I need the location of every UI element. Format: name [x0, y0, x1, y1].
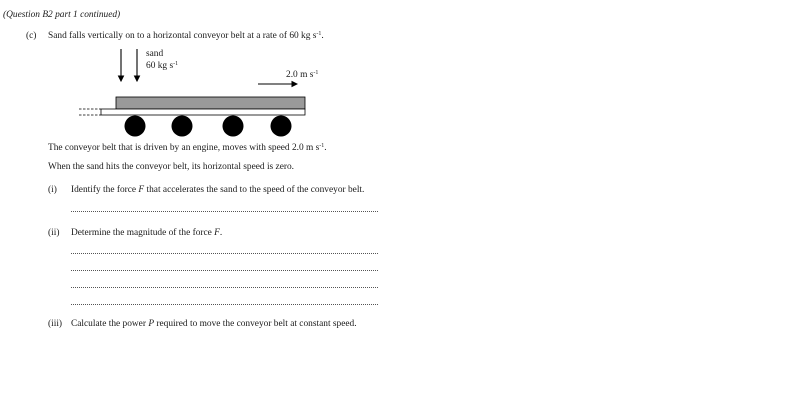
- question-iii-post: required to move the conveyor belt at constant speed.: [154, 319, 357, 329]
- question-iii-variable: P: [148, 319, 155, 329]
- sand-rate-label: [146, 60, 178, 72]
- question-ii-post: .: [219, 228, 223, 238]
- wheel-1: [125, 116, 146, 137]
- answer-line-i-1[interactable]: [71, 211, 378, 212]
- belt-statement-text: The conveyor belt that is driven by an engine, moves with speed 2.0 m s: [48, 143, 320, 153]
- conveyor-belt: [116, 97, 305, 109]
- continued-header: (Question B2 part 1 continued): [3, 10, 121, 20]
- sand-rate-text: 60 kg s: [146, 61, 174, 71]
- belt-statement-end: .: [324, 143, 327, 153]
- sand-label: sand: [146, 49, 164, 59]
- belt-statement-exponent: -1: [319, 143, 325, 149]
- question-i-label: (i): [48, 185, 57, 195]
- conveyor-diagram: [0, 40, 360, 145]
- question-i-post: that accelerates the sand to the speed of the conveyor belt.: [144, 185, 365, 195]
- intro-text: Sand falls vertically on to a horizontal conveyor belt at a rate of 60 kg s: [48, 31, 317, 41]
- question-ii-text: [71, 227, 222, 239]
- wheel-3: [223, 116, 244, 137]
- question-ii-label: (ii): [48, 228, 60, 238]
- belt-speed-text: 2.0 m s: [286, 70, 314, 80]
- question-ii-variable: F: [214, 228, 220, 238]
- question-ii-pre: Determine the magnitude of the force: [71, 228, 215, 238]
- answer-line-ii-3[interactable]: [71, 287, 378, 288]
- answer-line-ii-1[interactable]: [71, 253, 378, 254]
- question-i-pre: Identify the force: [71, 185, 139, 195]
- question-iii-label: (iii): [48, 319, 63, 329]
- answer-line-ii-4[interactable]: [71, 304, 378, 305]
- intro-end: .: [321, 31, 324, 41]
- part-c-label: (c): [26, 31, 37, 41]
- wheel-4: [271, 116, 292, 137]
- belt-speed-statement: [48, 142, 327, 154]
- question-i-text: [71, 184, 364, 196]
- conveyor-base: [101, 109, 305, 115]
- belt-speed-exponent: -1: [313, 70, 319, 76]
- belt-speed-label: [286, 69, 318, 81]
- wheel-2: [172, 116, 193, 137]
- question-i-variable: F: [138, 185, 145, 195]
- sand-hit-statement: When the sand hits the conveyor belt, its horizontal speed is zero.: [48, 162, 295, 172]
- answer-line-ii-2[interactable]: [71, 270, 378, 271]
- intro-unit-exponent: -1: [316, 31, 322, 37]
- question-iii-pre: Calculate the power: [71, 319, 149, 329]
- question-iii-text: [71, 318, 357, 330]
- sand-rate-exponent: -1: [173, 61, 179, 67]
